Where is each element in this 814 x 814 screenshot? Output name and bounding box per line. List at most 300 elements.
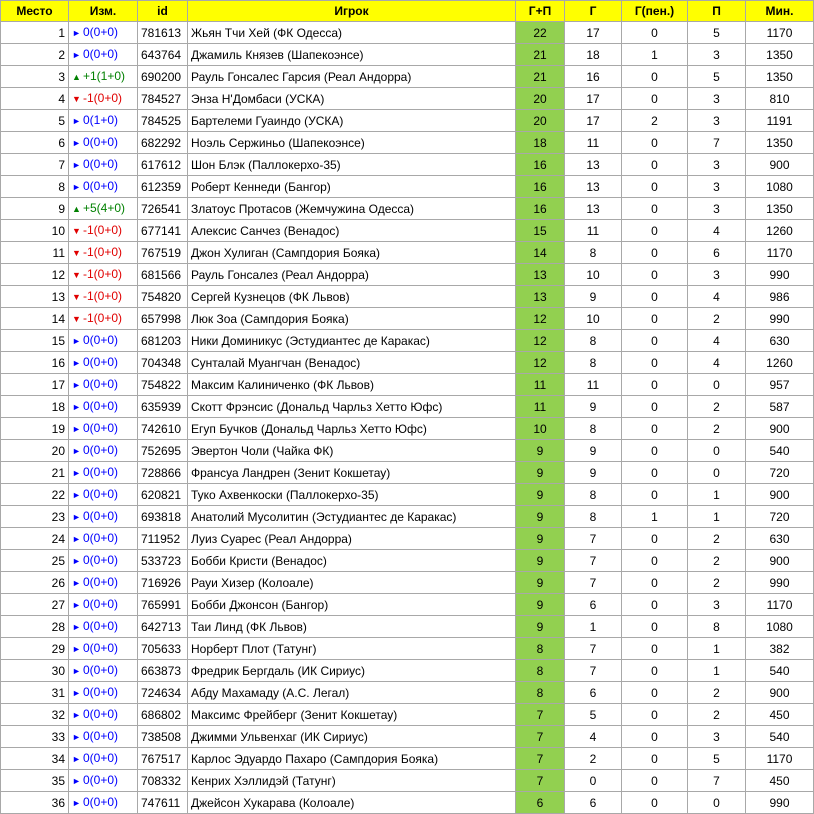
cell-goals-assists[interactable]: 7	[516, 748, 565, 770]
cell-penalty-goals[interactable]: 0	[622, 330, 688, 352]
cell-change[interactable]	[69, 308, 138, 330]
cell-penalty-goals[interactable]: 0	[622, 418, 688, 440]
cell-penalty-goals[interactable]: 0	[622, 22, 688, 44]
cell-change[interactable]	[69, 726, 138, 748]
cell-rank[interactable]: 11	[1, 242, 69, 264]
cell-minutes[interactable]: 900	[746, 484, 814, 506]
cell-assists[interactable]: 3	[688, 198, 746, 220]
cell-change[interactable]	[69, 22, 138, 44]
cell-goals[interactable]: 9	[565, 462, 622, 484]
cell-minutes[interactable]: 382	[746, 638, 814, 660]
cell-minutes[interactable]: 1350	[746, 44, 814, 66]
cell-goals[interactable]: 11	[565, 374, 622, 396]
cell-goals-assists[interactable]: 12	[516, 330, 565, 352]
cell-goals[interactable]: 6	[565, 682, 622, 704]
cell-player[interactable]: Рауль Гонсалес Гарсия (Реал Андорра)	[188, 66, 516, 88]
cell-id[interactable]: 693818	[138, 506, 188, 528]
cell-rank[interactable]: 25	[1, 550, 69, 572]
cell-assists[interactable]: 8	[688, 616, 746, 638]
cell-id[interactable]: 742610	[138, 418, 188, 440]
cell-goals-assists[interactable]: 7	[516, 770, 565, 792]
cell-player[interactable]: Таи Линд (ФК Львов)	[188, 616, 516, 638]
cell-rank[interactable]: 23	[1, 506, 69, 528]
cell-goals[interactable]: 17	[565, 88, 622, 110]
cell-goals-assists[interactable]: 15	[516, 220, 565, 242]
cell-player[interactable]: Энза Н'Домбаси (УСКА)	[188, 88, 516, 110]
cell-minutes[interactable]: 986	[746, 286, 814, 308]
cell-player[interactable]: Сергей Кузнецов (ФК Львов)	[188, 286, 516, 308]
cell-assists[interactable]: 4	[688, 330, 746, 352]
cell-player[interactable]: Егуп Бучков (Дональд Чарльз Хетто Юфс)	[188, 418, 516, 440]
cell-change[interactable]	[69, 660, 138, 682]
cell-rank[interactable]: 5	[1, 110, 69, 132]
cell-change[interactable]	[69, 594, 138, 616]
cell-penalty-goals[interactable]: 0	[622, 396, 688, 418]
cell-id[interactable]: 754820	[138, 286, 188, 308]
cell-assists[interactable]: 5	[688, 748, 746, 770]
cell-player[interactable]: Эвертон Чоли (Чайка ФК)	[188, 440, 516, 462]
cell-assists[interactable]: 7	[688, 132, 746, 154]
cell-goals-assists[interactable]: 10	[516, 418, 565, 440]
cell-player[interactable]: Норберт Плот (Татунг)	[188, 638, 516, 660]
cell-goals[interactable]: 8	[565, 484, 622, 506]
cell-goals[interactable]: 5	[565, 704, 622, 726]
cell-goals[interactable]: 9	[565, 440, 622, 462]
cell-rank[interactable]: 4	[1, 88, 69, 110]
cell-rank[interactable]: 34	[1, 748, 69, 770]
cell-goals-assists[interactable]: 21	[516, 66, 565, 88]
cell-id[interactable]: 708332	[138, 770, 188, 792]
cell-id[interactable]: 726541	[138, 198, 188, 220]
cell-goals[interactable]: 7	[565, 528, 622, 550]
cell-goals[interactable]: 8	[565, 242, 622, 264]
cell-player[interactable]: Ники Доминикус (Эстудиантес де Каракас)	[188, 330, 516, 352]
cell-change[interactable]	[69, 198, 138, 220]
cell-assists[interactable]: 7	[688, 770, 746, 792]
cell-player[interactable]: Ноэль Сержиньо (Шапекоэнсе)	[188, 132, 516, 154]
cell-assists[interactable]: 3	[688, 88, 746, 110]
cell-change[interactable]	[69, 704, 138, 726]
cell-minutes[interactable]: 900	[746, 418, 814, 440]
cell-penalty-goals[interactable]: 0	[622, 286, 688, 308]
cell-player[interactable]: Анатолий Мусолитин (Эстудиантес де Каракас)	[188, 506, 516, 528]
cell-player[interactable]: Джимми Ульвенхаг (ИК Сириус)	[188, 726, 516, 748]
cell-goals-assists[interactable]: 20	[516, 110, 565, 132]
cell-penalty-goals[interactable]: 2	[622, 110, 688, 132]
cell-id[interactable]: 643764	[138, 44, 188, 66]
cell-goals-assists[interactable]: 20	[516, 88, 565, 110]
cell-minutes[interactable]: 810	[746, 88, 814, 110]
cell-player[interactable]: Златоус Протасов (Жемчужина Одесса)	[188, 198, 516, 220]
cell-id[interactable]: 767519	[138, 242, 188, 264]
cell-goals-assists[interactable]: 9	[516, 594, 565, 616]
cell-player[interactable]: Шон Блэк (Паллокерхо-35)	[188, 154, 516, 176]
cell-change[interactable]	[69, 770, 138, 792]
cell-id[interactable]: 677141	[138, 220, 188, 242]
cell-penalty-goals[interactable]: 0	[622, 374, 688, 396]
cell-penalty-goals[interactable]: 0	[622, 748, 688, 770]
cell-id[interactable]: 784525	[138, 110, 188, 132]
cell-rank[interactable]: 13	[1, 286, 69, 308]
cell-id[interactable]: 617612	[138, 154, 188, 176]
cell-change[interactable]	[69, 528, 138, 550]
cell-penalty-goals[interactable]: 1	[622, 44, 688, 66]
col-header-assists[interactable]: П	[688, 1, 746, 22]
cell-assists[interactable]: 4	[688, 352, 746, 374]
cell-rank[interactable]: 6	[1, 132, 69, 154]
cell-assists[interactable]: 4	[688, 286, 746, 308]
cell-penalty-goals[interactable]: 0	[622, 132, 688, 154]
cell-assists[interactable]: 2	[688, 704, 746, 726]
cell-player[interactable]: Карлос Эдуардо Пахаро (Сампдория Бояка)	[188, 748, 516, 770]
cell-minutes[interactable]: 1170	[746, 748, 814, 770]
cell-goals[interactable]: 10	[565, 308, 622, 330]
cell-id[interactable]: 784527	[138, 88, 188, 110]
cell-penalty-goals[interactable]: 0	[622, 770, 688, 792]
cell-goals-assists[interactable]: 9	[516, 528, 565, 550]
cell-player[interactable]: Бобби Кристи (Венадос)	[188, 550, 516, 572]
cell-minutes[interactable]: 1260	[746, 352, 814, 374]
cell-penalty-goals[interactable]: 0	[622, 594, 688, 616]
cell-penalty-goals[interactable]: 0	[622, 484, 688, 506]
cell-id[interactable]: 642713	[138, 616, 188, 638]
cell-change[interactable]	[69, 550, 138, 572]
cell-id[interactable]: 682292	[138, 132, 188, 154]
cell-minutes[interactable]: 1260	[746, 220, 814, 242]
cell-minutes[interactable]: 1080	[746, 176, 814, 198]
col-header-change[interactable]: Изм.	[69, 1, 138, 22]
cell-change[interactable]	[69, 682, 138, 704]
cell-rank[interactable]: 33	[1, 726, 69, 748]
cell-assists[interactable]: 3	[688, 176, 746, 198]
cell-minutes[interactable]: 1350	[746, 198, 814, 220]
cell-goals-assists[interactable]: 9	[516, 550, 565, 572]
cell-id[interactable]: 612359	[138, 176, 188, 198]
col-header-penalty-goals[interactable]: Г(пен.)	[622, 1, 688, 22]
cell-rank[interactable]: 16	[1, 352, 69, 374]
cell-change[interactable]	[69, 572, 138, 594]
cell-player[interactable]: Рауль Гонсалез (Реал Андорра)	[188, 264, 516, 286]
cell-penalty-goals[interactable]: 0	[622, 726, 688, 748]
cell-id[interactable]: 705633	[138, 638, 188, 660]
cell-minutes[interactable]: 630	[746, 528, 814, 550]
cell-id[interactable]: 635939	[138, 396, 188, 418]
cell-id[interactable]: 781613	[138, 22, 188, 44]
cell-minutes[interactable]: 587	[746, 396, 814, 418]
cell-goals-assists[interactable]: 8	[516, 638, 565, 660]
cell-goals[interactable]: 7	[565, 572, 622, 594]
cell-change[interactable]	[69, 506, 138, 528]
cell-player[interactable]: Алексис Санчез (Венадос)	[188, 220, 516, 242]
cell-change[interactable]	[69, 352, 138, 374]
cell-penalty-goals[interactable]: 0	[622, 572, 688, 594]
cell-penalty-goals[interactable]: 0	[622, 308, 688, 330]
cell-rank[interactable]: 15	[1, 330, 69, 352]
cell-penalty-goals[interactable]: 0	[622, 616, 688, 638]
cell-assists[interactable]: 3	[688, 594, 746, 616]
cell-assists[interactable]: 3	[688, 44, 746, 66]
cell-rank[interactable]: 32	[1, 704, 69, 726]
cell-goals[interactable]: 16	[565, 66, 622, 88]
cell-minutes[interactable]: 540	[746, 660, 814, 682]
cell-goals[interactable]: 8	[565, 418, 622, 440]
cell-player[interactable]: Максимс Фрейберг (Зенит Кокшетау)	[188, 704, 516, 726]
col-header-id[interactable]: id	[138, 1, 188, 22]
cell-goals-assists[interactable]: 9	[516, 484, 565, 506]
cell-goals-assists[interactable]: 12	[516, 308, 565, 330]
cell-minutes[interactable]: 900	[746, 550, 814, 572]
cell-rank[interactable]: 24	[1, 528, 69, 550]
cell-goals-assists[interactable]: 16	[516, 154, 565, 176]
cell-goals-assists[interactable]: 9	[516, 616, 565, 638]
cell-penalty-goals[interactable]: 1	[622, 506, 688, 528]
cell-goals[interactable]: 18	[565, 44, 622, 66]
cell-penalty-goals[interactable]: 0	[622, 638, 688, 660]
cell-change[interactable]	[69, 88, 138, 110]
cell-id[interactable]: 533723	[138, 550, 188, 572]
cell-player[interactable]: Скотт Фрэнсис (Дональд Чарльз Хетто Юфс)	[188, 396, 516, 418]
cell-rank[interactable]: 30	[1, 660, 69, 682]
cell-assists[interactable]: 0	[688, 440, 746, 462]
cell-change[interactable]	[69, 220, 138, 242]
cell-assists[interactable]: 6	[688, 242, 746, 264]
cell-goals-assists[interactable]: 14	[516, 242, 565, 264]
cell-goals-assists[interactable]: 8	[516, 682, 565, 704]
cell-rank[interactable]: 14	[1, 308, 69, 330]
cell-assists[interactable]: 1	[688, 660, 746, 682]
cell-player[interactable]: Бартелеми Гуаиндо (УСКА)	[188, 110, 516, 132]
cell-minutes[interactable]: 450	[746, 770, 814, 792]
cell-player[interactable]: Абду Махамаду (А.С. Легал)	[188, 682, 516, 704]
cell-assists[interactable]: 3	[688, 110, 746, 132]
cell-rank[interactable]: 8	[1, 176, 69, 198]
cell-goals-assists[interactable]: 12	[516, 352, 565, 374]
cell-change[interactable]	[69, 418, 138, 440]
cell-rank[interactable]: 31	[1, 682, 69, 704]
cell-minutes[interactable]: 720	[746, 462, 814, 484]
cell-penalty-goals[interactable]: 0	[622, 154, 688, 176]
cell-rank[interactable]: 22	[1, 484, 69, 506]
cell-minutes[interactable]: 990	[746, 572, 814, 594]
cell-change[interactable]	[69, 110, 138, 132]
cell-minutes[interactable]: 900	[746, 682, 814, 704]
cell-goals-assists[interactable]: 9	[516, 506, 565, 528]
cell-minutes[interactable]: 540	[746, 726, 814, 748]
cell-goals-assists[interactable]: 8	[516, 660, 565, 682]
cell-goals-assists[interactable]: 9	[516, 462, 565, 484]
cell-penalty-goals[interactable]: 0	[622, 528, 688, 550]
cell-id[interactable]: 767517	[138, 748, 188, 770]
col-header-goals[interactable]: Г	[565, 1, 622, 22]
cell-penalty-goals[interactable]: 0	[622, 66, 688, 88]
cell-penalty-goals[interactable]: 0	[622, 198, 688, 220]
cell-goals[interactable]: 2	[565, 748, 622, 770]
cell-penalty-goals[interactable]: 0	[622, 242, 688, 264]
cell-goals-assists[interactable]: 7	[516, 704, 565, 726]
cell-assists[interactable]: 1	[688, 484, 746, 506]
cell-goals[interactable]: 17	[565, 110, 622, 132]
cell-goals-assists[interactable]: 22	[516, 22, 565, 44]
cell-assists[interactable]: 2	[688, 308, 746, 330]
cell-id[interactable]: 681203	[138, 330, 188, 352]
cell-minutes[interactable]: 720	[746, 506, 814, 528]
cell-goals-assists[interactable]: 16	[516, 198, 565, 220]
cell-goals[interactable]: 8	[565, 330, 622, 352]
cell-change[interactable]	[69, 484, 138, 506]
cell-player[interactable]: Джейсон Хукарава (Колоале)	[188, 792, 516, 814]
cell-id[interactable]: 765991	[138, 594, 188, 616]
cell-assists[interactable]: 2	[688, 418, 746, 440]
cell-change[interactable]	[69, 792, 138, 814]
cell-minutes[interactable]: 1170	[746, 22, 814, 44]
cell-goals-assists[interactable]: 11	[516, 374, 565, 396]
cell-rank[interactable]: 27	[1, 594, 69, 616]
cell-rank[interactable]: 12	[1, 264, 69, 286]
cell-goals[interactable]: 8	[565, 506, 622, 528]
cell-goals[interactable]: 9	[565, 286, 622, 308]
cell-minutes[interactable]: 1170	[746, 594, 814, 616]
cell-player[interactable]: Сунталай Муангчан (Венадос)	[188, 352, 516, 374]
cell-id[interactable]: 716926	[138, 572, 188, 594]
cell-rank[interactable]: 3	[1, 66, 69, 88]
cell-id[interactable]: 657998	[138, 308, 188, 330]
cell-goals[interactable]: 10	[565, 264, 622, 286]
cell-penalty-goals[interactable]: 0	[622, 660, 688, 682]
cell-change[interactable]	[69, 242, 138, 264]
cell-assists[interactable]: 1	[688, 638, 746, 660]
cell-change[interactable]	[69, 176, 138, 198]
cell-minutes[interactable]: 1170	[746, 242, 814, 264]
cell-player[interactable]: Бобби Джонсон (Бангор)	[188, 594, 516, 616]
cell-assists[interactable]: 0	[688, 792, 746, 814]
col-header-minutes[interactable]: Мин.	[746, 1, 814, 22]
cell-id[interactable]: 711952	[138, 528, 188, 550]
cell-player[interactable]: Джамиль Князев (Шапекоэнсе)	[188, 44, 516, 66]
cell-change[interactable]	[69, 396, 138, 418]
cell-id[interactable]: 728866	[138, 462, 188, 484]
cell-id[interactable]: 704348	[138, 352, 188, 374]
cell-goals[interactable]: 13	[565, 154, 622, 176]
cell-player[interactable]: Луиз Суарес (Реал Андорра)	[188, 528, 516, 550]
col-header-goals-assists[interactable]: Г+П	[516, 1, 565, 22]
cell-assists[interactable]: 1	[688, 506, 746, 528]
cell-minutes[interactable]: 1080	[746, 616, 814, 638]
cell-goals-assists[interactable]: 18	[516, 132, 565, 154]
cell-player[interactable]: Кенрих Хэллидэй (Татунг)	[188, 770, 516, 792]
cell-player[interactable]: Люк Зоа (Сампдория Бояка)	[188, 308, 516, 330]
cell-rank[interactable]: 28	[1, 616, 69, 638]
cell-penalty-goals[interactable]: 0	[622, 176, 688, 198]
cell-player[interactable]: Джон Хулиган (Сампдория Бояка)	[188, 242, 516, 264]
cell-penalty-goals[interactable]: 0	[622, 264, 688, 286]
cell-penalty-goals[interactable]: 0	[622, 220, 688, 242]
cell-change[interactable]	[69, 638, 138, 660]
cell-goals[interactable]: 1	[565, 616, 622, 638]
cell-change[interactable]	[69, 154, 138, 176]
cell-id[interactable]: 686802	[138, 704, 188, 726]
cell-goals[interactable]: 17	[565, 22, 622, 44]
cell-change[interactable]	[69, 374, 138, 396]
cell-assists[interactable]: 5	[688, 66, 746, 88]
cell-player[interactable]: Роберт Кеннеди (Бангор)	[188, 176, 516, 198]
cell-goals[interactable]: 11	[565, 132, 622, 154]
cell-goals[interactable]: 11	[565, 220, 622, 242]
cell-rank[interactable]: 10	[1, 220, 69, 242]
cell-assists[interactable]: 5	[688, 22, 746, 44]
cell-goals-assists[interactable]: 11	[516, 396, 565, 418]
cell-goals[interactable]: 13	[565, 176, 622, 198]
cell-goals-assists[interactable]: 13	[516, 264, 565, 286]
cell-minutes[interactable]: 990	[746, 792, 814, 814]
cell-goals[interactable]: 8	[565, 352, 622, 374]
cell-rank[interactable]: 36	[1, 792, 69, 814]
cell-goals-assists[interactable]: 6	[516, 792, 565, 814]
cell-goals[interactable]: 4	[565, 726, 622, 748]
cell-id[interactable]: 663873	[138, 660, 188, 682]
cell-rank[interactable]: 2	[1, 44, 69, 66]
cell-rank[interactable]: 20	[1, 440, 69, 462]
cell-id[interactable]: 747611	[138, 792, 188, 814]
cell-assists[interactable]: 3	[688, 154, 746, 176]
cell-id[interactable]: 752695	[138, 440, 188, 462]
cell-change[interactable]	[69, 440, 138, 462]
cell-minutes[interactable]: 1350	[746, 66, 814, 88]
cell-assists[interactable]: 2	[688, 572, 746, 594]
cell-assists[interactable]: 2	[688, 550, 746, 572]
cell-id[interactable]: 620821	[138, 484, 188, 506]
cell-assists[interactable]: 0	[688, 462, 746, 484]
cell-minutes[interactable]: 990	[746, 308, 814, 330]
cell-minutes[interactable]: 540	[746, 440, 814, 462]
cell-goals-assists[interactable]: 9	[516, 572, 565, 594]
cell-goals-assists[interactable]: 7	[516, 726, 565, 748]
cell-rank[interactable]: 18	[1, 396, 69, 418]
cell-change[interactable]	[69, 748, 138, 770]
cell-penalty-goals[interactable]: 0	[622, 88, 688, 110]
cell-goals-assists[interactable]: 13	[516, 286, 565, 308]
cell-goals[interactable]: 13	[565, 198, 622, 220]
col-header-player[interactable]: Игрок	[188, 1, 516, 22]
cell-assists[interactable]: 2	[688, 682, 746, 704]
cell-minutes[interactable]: 990	[746, 264, 814, 286]
cell-goals[interactable]: 6	[565, 594, 622, 616]
cell-goals[interactable]: 7	[565, 638, 622, 660]
cell-goals[interactable]: 0	[565, 770, 622, 792]
cell-goals[interactable]: 7	[565, 660, 622, 682]
cell-rank[interactable]: 19	[1, 418, 69, 440]
cell-id[interactable]: 681566	[138, 264, 188, 286]
cell-player[interactable]: Туко Ахвенкоски (Паллокерхо-35)	[188, 484, 516, 506]
cell-assists[interactable]: 0	[688, 374, 746, 396]
cell-player[interactable]: Максим Калиниченко (ФК Львов)	[188, 374, 516, 396]
cell-assists[interactable]: 2	[688, 528, 746, 550]
cell-rank[interactable]: 9	[1, 198, 69, 220]
cell-change[interactable]	[69, 286, 138, 308]
cell-rank[interactable]: 21	[1, 462, 69, 484]
cell-minutes[interactable]: 1191	[746, 110, 814, 132]
cell-change[interactable]	[69, 44, 138, 66]
cell-assists[interactable]: 3	[688, 726, 746, 748]
cell-change[interactable]	[69, 616, 138, 638]
cell-player[interactable]: Рауи Хизер (Колоале)	[188, 572, 516, 594]
cell-penalty-goals[interactable]: 0	[622, 792, 688, 814]
cell-change[interactable]	[69, 462, 138, 484]
cell-penalty-goals[interactable]: 0	[622, 352, 688, 374]
cell-rank[interactable]: 1	[1, 22, 69, 44]
cell-goals[interactable]: 7	[565, 550, 622, 572]
cell-goals-assists[interactable]: 16	[516, 176, 565, 198]
cell-minutes[interactable]: 450	[746, 704, 814, 726]
